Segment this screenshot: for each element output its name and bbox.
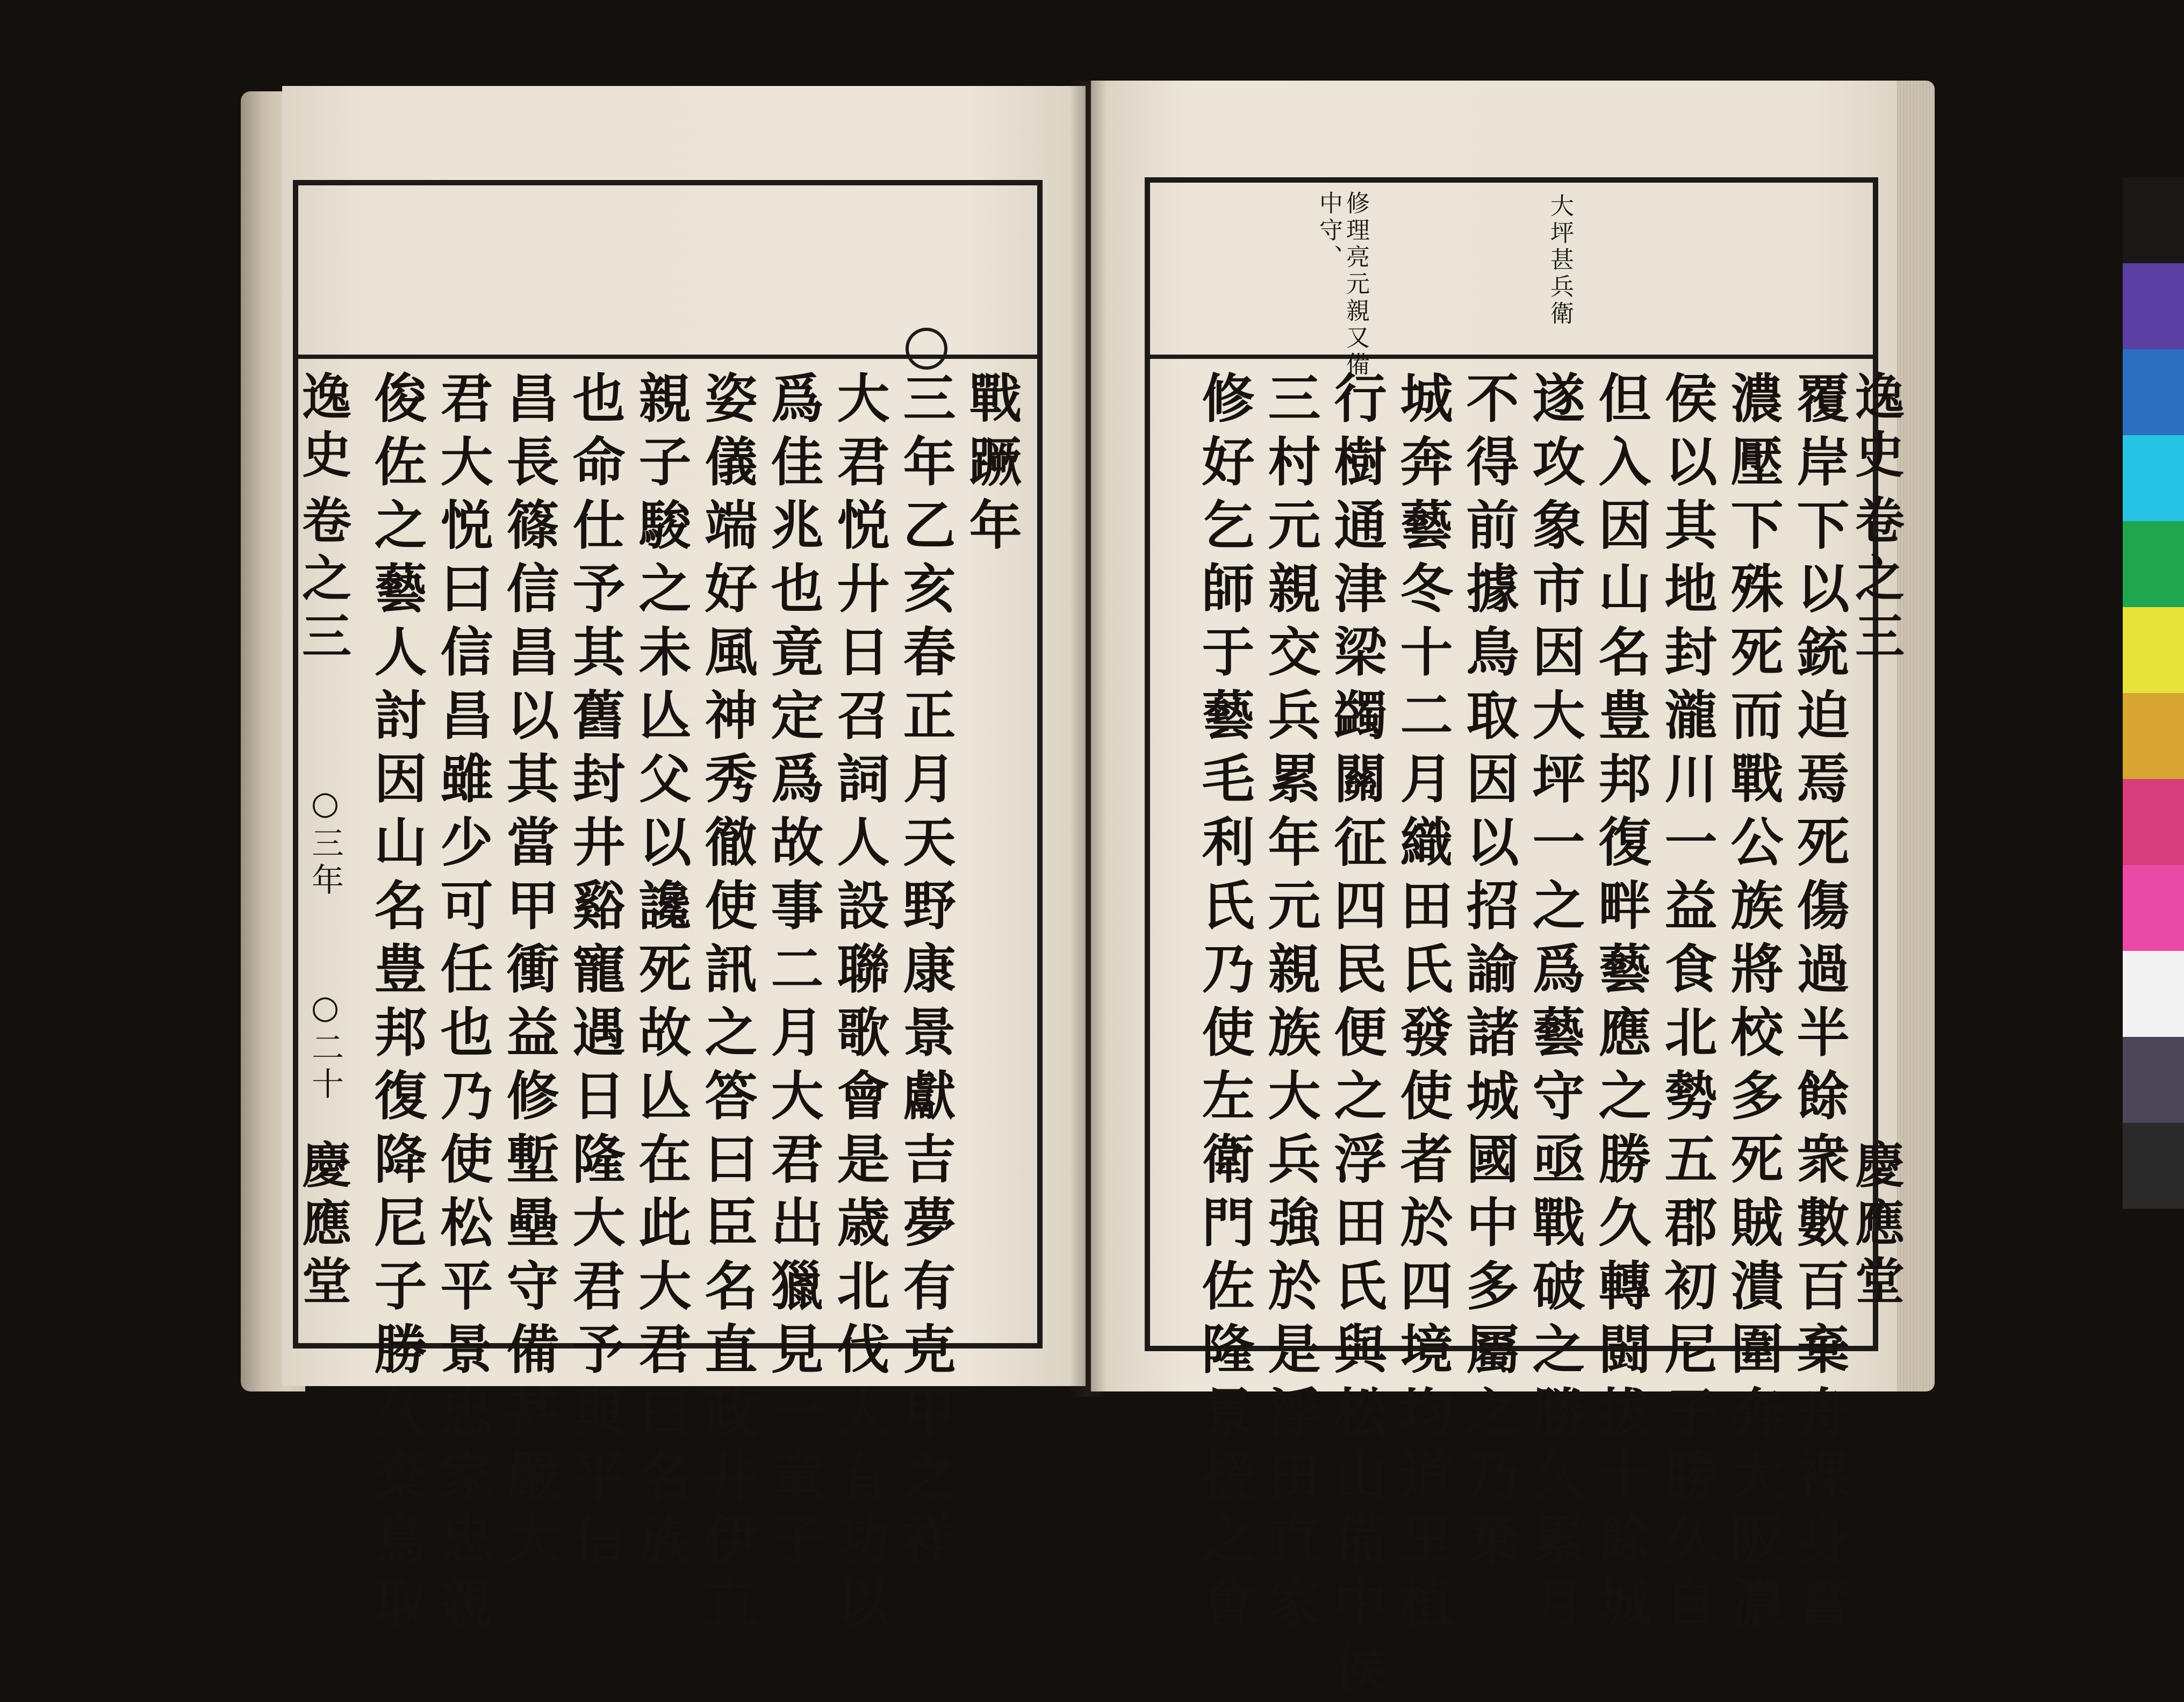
book-gutter	[1069, 81, 1107, 1397]
right-column-10: 修好乞師于藝毛利氏乃使左衛門佐隆景援之會	[1193, 371, 1255, 1639]
color-swatch	[2123, 349, 2184, 435]
left-column-5: 姿儀端好風神秀徹使訊之答曰臣名直政井伊直	[696, 371, 758, 1639]
right-column-7: 城奔藝冬十二月織田氏發使者於四境均道里植	[1391, 371, 1453, 1639]
right-column-6: 不得前據鳥取因以招諭諸城國中多屬之乃棄	[1457, 371, 1519, 1575]
right-column-4: 但入因山名豊邦復畔藝應之勝久轉闘拔十餘城	[1590, 371, 1651, 1639]
right-header-volume: 卷之三	[1847, 494, 1905, 668]
left-publisher-mark: 慶應堂	[294, 1139, 352, 1313]
left-column-8: 昌長篠信昌以其當甲衝益修塹壘守備甚嚴大	[498, 371, 559, 1575]
left-folio-year: ○三年	[306, 784, 344, 899]
right-header-title: 逸史	[1847, 371, 1905, 487]
left-column-1: 戰蹶年	[960, 371, 1022, 561]
color-swatch	[2123, 865, 2184, 951]
color-swatch	[2123, 263, 2184, 349]
right-column-5: 遂攻象市因大坪一之爲藝守亟戰破之勝久累月	[1524, 371, 1585, 1639]
left-column-9: 君大悦曰信昌雖少可任也乃使松平景忠家忠親	[432, 371, 493, 1639]
right-publisher-mark: 慶應堂	[1847, 1139, 1905, 1313]
left-column-3: 大君悦廾日召詞人設聯歌會是歳北伐大有功以	[828, 371, 890, 1639]
right-column-3: 侯以其地封瀧川一益食北勢五郡初尼子勝久自	[1656, 371, 1718, 1639]
left-folio-number: ○二十	[306, 989, 344, 1104]
left-header-volume: 卷之三	[294, 494, 352, 668]
left-column-4: 爲佳兆也竟定爲故事二月大君出獵見一童子	[762, 371, 824, 1575]
headnote-line-2: 中守、	[1315, 191, 1342, 271]
color-swatch	[2123, 693, 2184, 779]
color-swatch	[2123, 951, 2184, 1037]
left-column-10: 俊佐之藝人討因山名豊邦復降尼子勝久棄鳥取	[365, 371, 427, 1639]
right-column-1: 覆岸下以銃迫焉死傷過半餘衆數百棄舟裸身奮	[1788, 371, 1850, 1639]
left-column-6: 親子駿之未亾父以讒死故亾在此大君曰名族	[630, 371, 692, 1575]
color-swatch	[2123, 1037, 2184, 1123]
right-headnote-rule	[1145, 355, 1878, 359]
left-column-7: 也命仕予其舊封井谿寵遇日隆大君予與平信	[564, 371, 626, 1575]
right-column-2: 濃壓下殊死而戰公族將校多死賊潰圍奔大阪濃	[1722, 371, 1784, 1639]
right-column-9: 三村元親交兵累年元親族大兵強於是浮田直家	[1259, 371, 1321, 1639]
left-header-title: 逸史	[294, 371, 352, 487]
color-calibration-bar	[2123, 177, 2184, 1214]
circle-mark	[906, 328, 947, 370]
left-column-2: 三年乙亥春正月天野康景獻吉夢有克甲之祥	[894, 371, 956, 1575]
headnote-line-1: 修理亮元親又備	[1342, 191, 1369, 379]
right-column-8: 行樹通津梁蠲關征四民便之浮田氏與松山備中侯	[1325, 371, 1387, 1702]
color-swatch	[2123, 521, 2184, 607]
color-swatch	[2123, 1123, 2184, 1209]
color-swatch	[2123, 177, 2184, 263]
color-swatch	[2123, 607, 2184, 693]
color-swatch	[2123, 435, 2184, 521]
headnote-name: 大坪甚兵衛	[1546, 193, 1574, 328]
color-swatch	[2123, 779, 2184, 865]
